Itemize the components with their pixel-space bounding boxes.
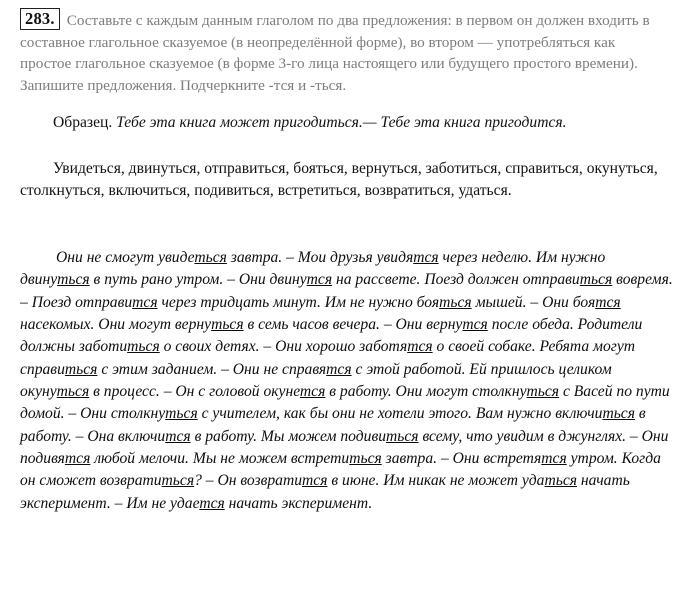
underlined-ending: ться [526, 383, 560, 401]
underlined-ending: тся [132, 293, 158, 311]
underlined-ending: ться [349, 450, 382, 468]
underlined-ending: ться [386, 427, 419, 445]
verb-list-paragraph: Увидеться, двинуться, отправиться, бояться, вернуться, заботиться, справиться, окунуться, столкнуться, включиться, подивиться, встретиться, возвратиться, удаться. [20, 160, 658, 200]
underlined-ending: ться [579, 271, 613, 289]
underlined-ending: ться [64, 360, 98, 378]
underlined-ending: тся [407, 338, 433, 356]
underlined-ending: ться [194, 249, 227, 266]
underlined-ending: тся [326, 360, 352, 378]
underlined-ending: тся [64, 450, 91, 468]
exercise-task-block [20, 8, 670, 96]
underlined-ending: ться [211, 316, 244, 334]
sample-block [20, 112, 670, 134]
sample-label: Образец. [53, 114, 113, 131]
underlined-ending: тся [199, 494, 225, 512]
underlined-ending: ться [161, 472, 195, 490]
underlined-ending: тся [165, 427, 191, 445]
answer-block [20, 247, 675, 515]
underlined-ending: тся [302, 472, 328, 490]
sample-text: Тебе эта книга может пригодиться.— Тебе эта книга пригодится. [116, 114, 567, 131]
underlined-ending: тся [541, 450, 567, 468]
underlined-ending: тся [462, 316, 488, 334]
underlined-ending: тся [299, 383, 326, 401]
underlined-ending: ться [439, 293, 472, 311]
underlined-ending: тся [306, 271, 333, 289]
exercise-task-text: Составьте с каждым данным глаголом по два предложения: в первом он должен входить в составное глагольное сказуемое (в неопределённой форме), во втором — употребляться как простое глагольное сказуемое (в форме 3-го лица настоящего или будущего простого времени). Запишите предложения. Подчеркните -тся и -ться. [20, 12, 650, 94]
underlined-ending: ться [127, 338, 160, 356]
answer-paragraph: Они не смогут увидеться завтра. – Мои друзья увидятся через неделю. Им нужно двинуться в путь рано утром. – Они двинутся на рассвете. Поезд должен отправиться вовремя. – Поезд отправится через тридцать минут. Им не нужно бояться мышей. – Они боятся насекомых. Они могут вернуться в семь часов вечера. – Они вернутся после обеда. Родители должны заботиться о своих детях. – Они хорошо заботятся о своей собаке. Ребята могут справиться с этим заданием. – Они не справятся с этой работой. Ей пришлось целиком окунуться в процесс. – Он с головой окунется в работу. Они могут столкнуться с Васей по пути домой. – Они столкнуться с учителем, как бы они не хотели этого. Вам нужно включиться в работу. – Она включится в работу. Мы можем подивиться всему, что увидим в джунглях. – Они подивятся любой мелочи. Мы не можем встретиться завтра. – Они встретятся утром. Когда он сможет возвратиться? – Он возвратится в июне. Им никак не может удаться начать эксперимент. – Им не удается начать эксперимент. [20, 249, 673, 512]
underlined-ending: тся [413, 249, 439, 266]
underlined-ending: ться [544, 472, 578, 490]
underlined-ending: ться [165, 405, 198, 423]
underlined-ending: ться [57, 271, 90, 289]
underlined-ending: ться [602, 405, 635, 423]
exercise-task-paragraph [20, 8, 670, 96]
underlined-ending: тся [595, 293, 621, 311]
exercise-number-box: 283. [20, 8, 60, 30]
verb-list-block [20, 158, 672, 203]
underlined-ending: ться [56, 383, 90, 401]
sample-paragraph [20, 112, 670, 134]
